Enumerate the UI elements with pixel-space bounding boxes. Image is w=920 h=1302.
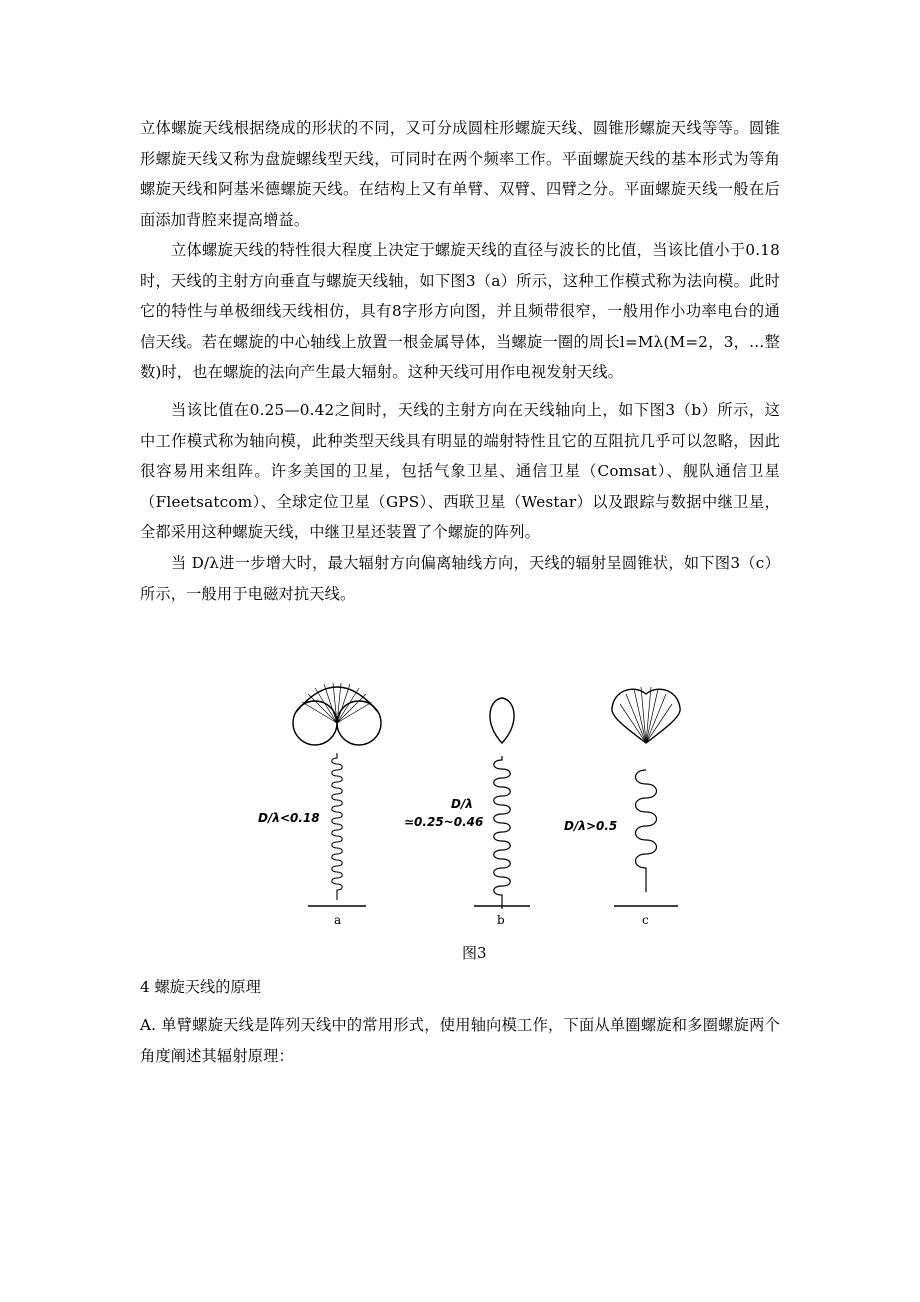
figure-c-helix xyxy=(614,770,678,906)
figure-c-condition: D/λ>0.5 xyxy=(564,819,618,833)
figure-a-condition: D/λ<0.18 xyxy=(258,811,320,825)
section-heading: 4 螺旋天线的原理 xyxy=(140,978,261,996)
helix-antenna-figure xyxy=(248,678,688,938)
paragraph-single-arm: A. 单臂螺旋天线是阵列天线中的常用形式，使用轴向模工作，下面从单圈螺旋和多圈螺旋两个角度阐述其辐射原理： xyxy=(140,1016,780,1065)
figure-a-label: a xyxy=(334,913,342,927)
paragraph-helix-types: 立体螺旋天线根据绕成的形状的不同，又可分成圆柱形螺旋天线、圆锥形螺旋天线等等。圆锥形螺旋天线又称为盘旋螺线型天线，可同时在两个频率工作。平面螺旋天线的基本形式为等角螺旋天线和阿基米德螺旋天线。在结构上又有单臂、双臂、四臂之分。平面螺旋天线一般在后面添加背腔来提高增益。 xyxy=(140,119,780,229)
paragraph-axial-mode: 当该比值在0.25—0.42之间时，天线的主射方向在天线轴向上，如下图3（b）所示，这中工作模式称为轴向模，此种类型天线具有明显的端射特性且它的互阻抗几乎可以忽略，因此很容易用来组阵。许多美国的卫星，包括气象卫星、通信卫星（Comsat）、舰队通信卫星（Fleetsatcom）、全球定位卫星（GPS）、西联卫星（Westar）以及跟踪与数据中继卫星，全都采用这种螺旋天线，中继卫星还装置了个螺旋的阵列。 xyxy=(140,401,780,542)
paragraph-normal-mode: 立体螺旋天线的特性很大程度上决定于螺旋天线的直径与波长的比值，当该比值小于0.18时，天线的主射方向垂直与螺旋天线轴，如下图3（a）所示，这种工作模式称为法向模。此时它的特性与单极细线天线相仿，具有8字形方向图，并且频带很窄，一般用作小功率电台的通信天线。若在螺旋的中心轴线上放置一根金属导体，当螺旋一圈的周长l=Mλ(M=2，3，…整数)时，也在螺旋的法向产生最大辐射。这种天线可用作电视发射天线。 xyxy=(140,241,780,382)
figure-b-condition-line1: D/λ xyxy=(451,797,473,811)
figure-c-radiation-pattern xyxy=(612,687,680,743)
figure-caption: 图3 xyxy=(462,944,487,962)
figure-a-helix xyxy=(308,753,366,906)
paragraph-conical-mode: 当 D/λ进一步增大时，最大辐射方向偏离轴线方向，天线的辐射呈圆锥状，如下图3（c）所示，一般用于电磁对抗天线。 xyxy=(140,554,780,603)
figure-c-label: c xyxy=(642,913,649,927)
figure-a-radiation-pattern xyxy=(293,683,381,745)
figure-b-helix xyxy=(474,756,530,909)
figure-b-label: b xyxy=(497,913,505,927)
figure-b-condition-line2: ≃0.25~0.46 xyxy=(404,815,484,829)
figure-b-radiation-pattern xyxy=(490,698,514,743)
